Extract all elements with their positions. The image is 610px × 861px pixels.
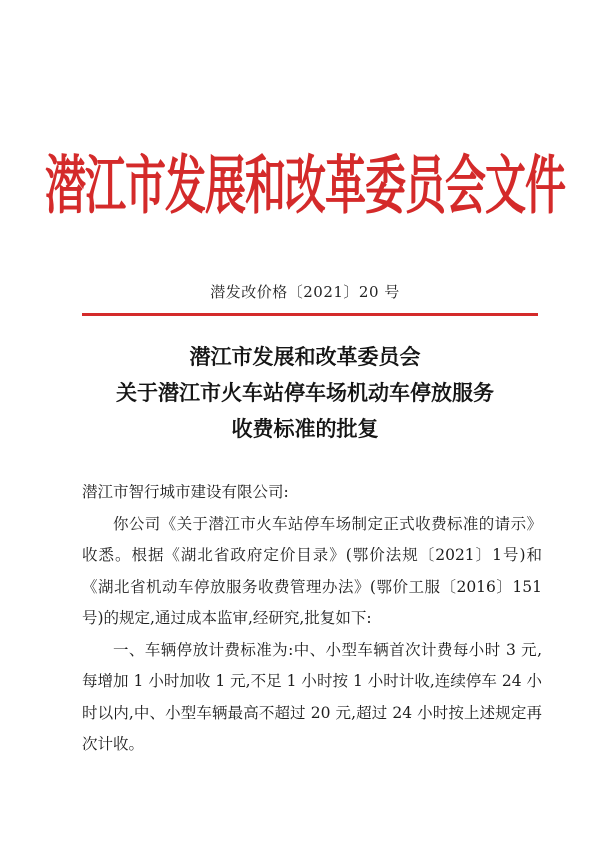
body-paragraph-2: 一、车辆停放计费标准为:中、小型车辆首次计费每小时 3 元,每增加 1 小时加收 1 元,不足 1 小时按 1 小时计收,连续停车 24 小时以内,中、小型车辆最高不超过 20 元,超过 24 小时按上述规定再次计收。 xyxy=(82,640,542,753)
document-masthead: 潜江市发展和改革委员会文件 xyxy=(45,148,565,223)
red-divider-line xyxy=(82,313,538,316)
title-line-1: 潜江市发展和改革委员会 xyxy=(189,344,421,369)
title-line-3: 收费标准的批复 xyxy=(231,416,379,441)
document-number: 潜发改价格〔2021〕20 号 xyxy=(210,283,400,301)
document-title xyxy=(0,339,610,447)
document-body xyxy=(82,477,542,761)
body-paragraph-1: 你公司《关于潜江市火车站停车场制定正式收费标准的请示》收悉。根据《湖北省政府定价目录》(鄂价法规〔2021〕1号)和《湖北省机动车停放服务收费管理办法》(鄂价工服〔2016〕151号)的规定,通过成本监审,经研究,批复如下: xyxy=(82,514,542,627)
addressee: 潜江市智行城市建设有限公司: xyxy=(82,483,289,501)
title-line-2: 关于潜江市火车站停车场机动车停放服务 xyxy=(116,380,494,405)
